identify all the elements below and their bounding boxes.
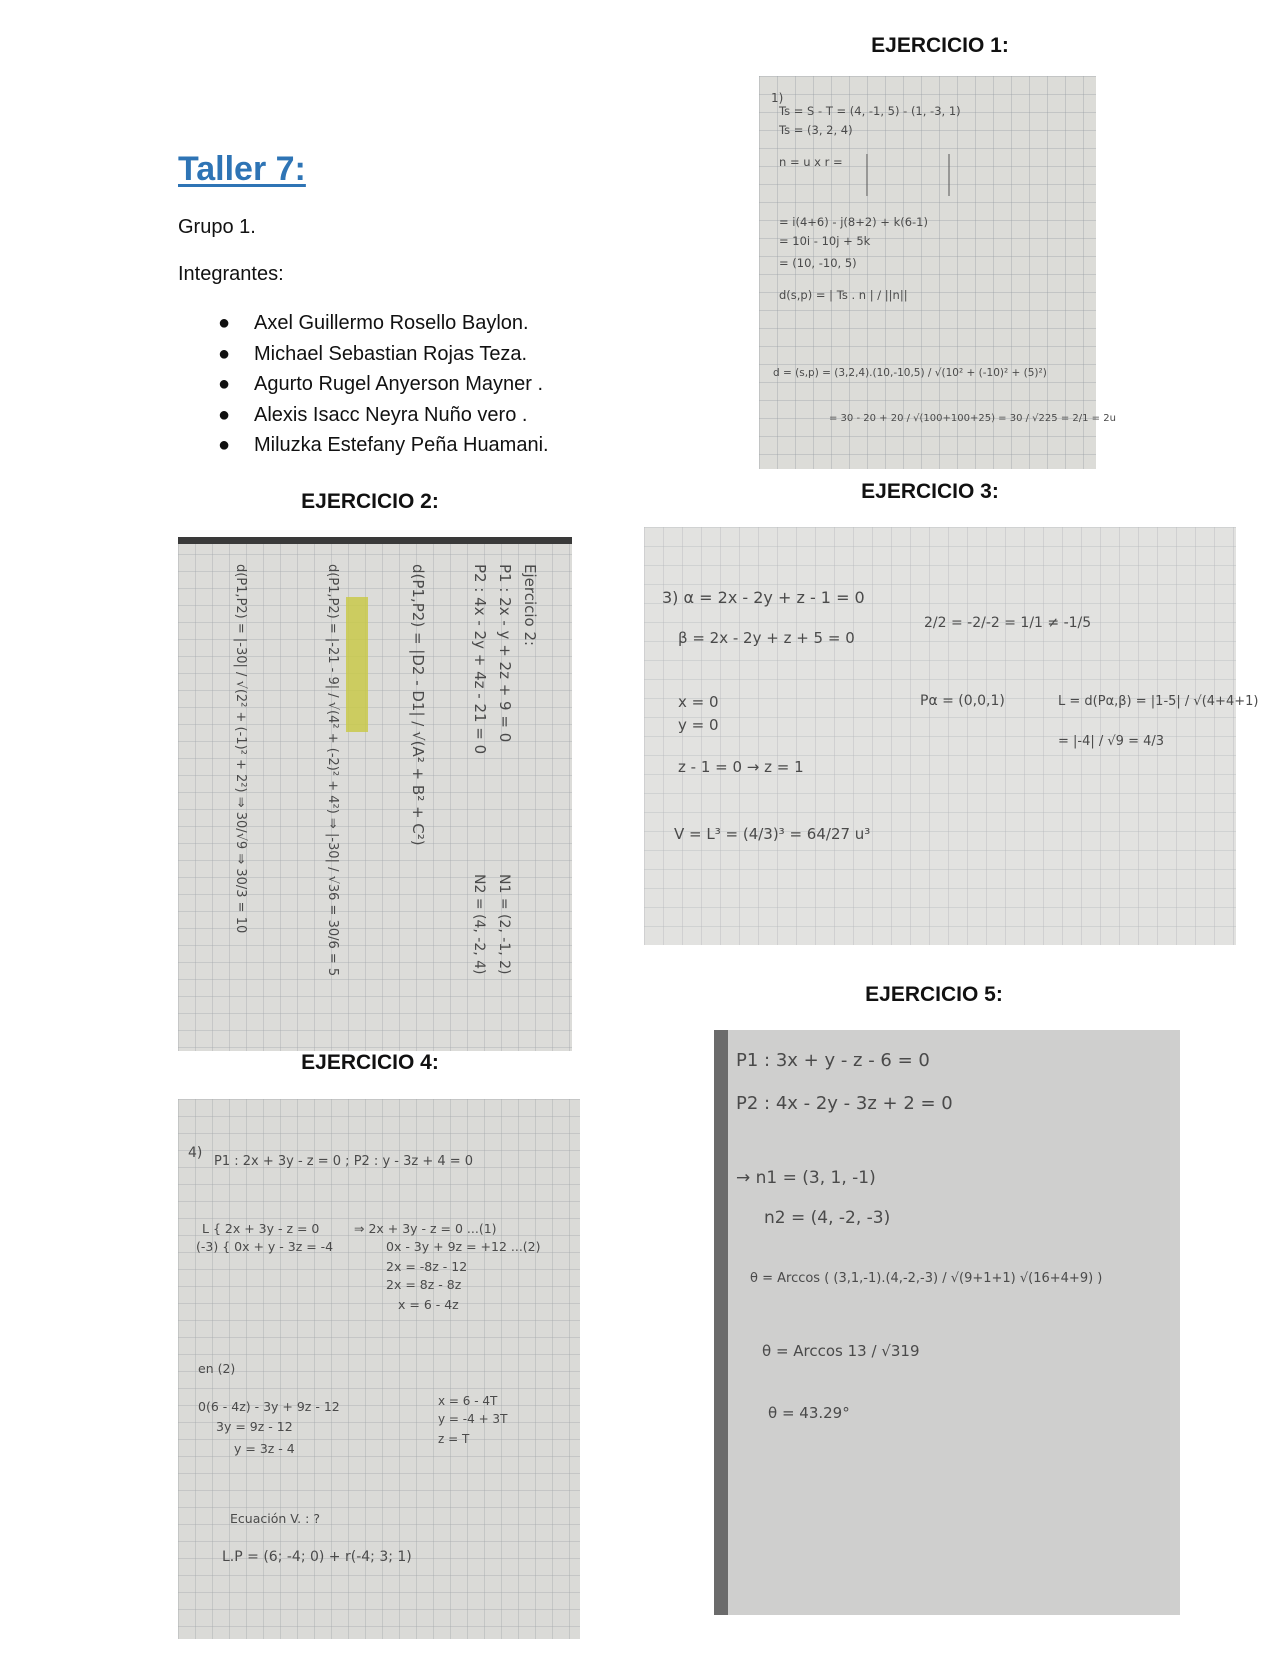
- exercise-5-heading: EJERCICIO 5:: [865, 983, 1003, 1006]
- handwritten-line: N2 = (4, -2, 4): [471, 874, 487, 975]
- handwritten-line: y = 3z - 4: [234, 1441, 295, 1456]
- notebook-spiral: [178, 537, 572, 544]
- bullet-icon: ●: [218, 434, 231, 456]
- handwritten-line: n = u x r =: [779, 155, 843, 169]
- handwritten-line: z - 1 = 0 → z = 1: [678, 758, 804, 776]
- handwritten-line: L = d(Pα,β) = |1-5| / √(4+4+1): [1058, 694, 1259, 709]
- handwritten-line: P1 : 2x - y + 2z + 9 = 0: [496, 564, 514, 743]
- handwritten-line: θ = 43.29°: [768, 1404, 850, 1422]
- highlighter-mark: [346, 597, 368, 732]
- exercise-5-photo: [714, 1030, 1180, 1615]
- handwritten-line: ⇒ 2x + 3y - z = 0 ...(1): [354, 1221, 497, 1236]
- handwritten-line: Ecuación V. : ?: [230, 1511, 320, 1526]
- list-item: ● Miluzka Estefany Peña Huamani.: [178, 430, 678, 461]
- handwritten-line: 3y = 9z - 12: [216, 1419, 293, 1434]
- bullet-icon: ●: [218, 312, 231, 334]
- handwritten-line: y = -4 + 3T: [438, 1412, 508, 1426]
- handwritten-line: d = (s,p) = (3,2,4).(10,-10,5) / √(10² + (-10)² + (5)²): [773, 367, 1047, 379]
- exercise-4-photo: [178, 1099, 580, 1639]
- handwritten-line: d(s,p) = | Ts . n | / ||n||: [779, 288, 908, 302]
- handwritten-line: = (10, -10, 5): [779, 256, 857, 270]
- handwritten-line: (-3) { 0x + y - 3z = -4: [196, 1239, 334, 1254]
- handwritten-line: P1 : 3x + y - z - 6 = 0: [736, 1050, 930, 1071]
- handwritten-line: 2/2 = -2/-2 = 1/1 ≠ -1/5: [924, 615, 1092, 631]
- exercise-2-heading: EJERCICIO 2:: [301, 490, 439, 513]
- members-list: [178, 308, 678, 461]
- bullet-icon: ●: [218, 403, 231, 426]
- handwritten-line: = i(4+6) - j(8+2) + k(6-1): [779, 215, 928, 229]
- handwritten-line: β = 2x - 2y + z + 5 = 0: [678, 629, 855, 647]
- handwritten-line: d(P1,P2) = |-21 - 9| / √(4² + (-2)² + 4²) ⇒ |-30| / √36 = 30/6 = 5: [325, 564, 340, 977]
- list-item: ● Alexis Isacc Neyra Nuño vero .: [178, 400, 678, 431]
- list-item: ● Agurto Rugel Anyerson Mayner .: [178, 369, 678, 400]
- bullet-icon: ●: [218, 342, 231, 365]
- exercise-1-photo: [759, 76, 1116, 469]
- handwritten-line: L.P = (6; -4; 0) + r(-4; 3; 1): [222, 1549, 412, 1565]
- list-item: ● Axel Guillermo Rosello Baylon.: [178, 308, 678, 339]
- handwritten-line: Ts = S - T = (4, -1, 5) - (1, -3, 1): [779, 104, 961, 118]
- handwritten-line: n2 = (4, -2, -3): [764, 1208, 891, 1228]
- handwritten-line: L { 2x + 3y - z = 0: [202, 1221, 320, 1236]
- handwritten-line: d(P1,P2) = |D2 - D1| / √(A² + B² + C²): [409, 564, 427, 846]
- handwritten-line: en (2): [198, 1361, 236, 1376]
- exercise-3-photo: [644, 527, 1259, 945]
- handwritten-line: x = 0: [678, 693, 719, 711]
- handwritten-line: 1): [771, 91, 784, 105]
- handwritten-line: z = T: [438, 1432, 470, 1446]
- bullet-icon: ●: [218, 373, 231, 395]
- list-item: ● Michael Sebastian Rojas Teza.: [178, 339, 678, 370]
- handwritten-line: 3) α = 2x - 2y + z - 1 = 0: [662, 588, 865, 607]
- handwritten-line: = |-4| / √9 = 4/3: [1058, 734, 1165, 749]
- handwritten-line: x = 6 - 4T: [438, 1394, 498, 1408]
- handwritten-line: 2x = 8z - 8z: [386, 1277, 462, 1292]
- handwritten-line: P2 : 4x - 2y + 4z - 21 = 0: [471, 564, 489, 755]
- exercise-3-heading: EJERCICIO 3:: [861, 480, 999, 503]
- handwritten-line: Ejercicio 2:: [521, 564, 539, 647]
- handwritten-line: = 30 - 20 + 20 / √(100+100+25) = 30 / √225 = 2/1 = 2u: [829, 413, 1116, 424]
- group-label: Grupo 1.: [178, 216, 256, 238]
- handwritten-line: Pα = (0,0,1): [920, 693, 1005, 709]
- members-label: Integrantes:: [178, 263, 284, 285]
- page-title: Taller 7:: [178, 150, 306, 188]
- handwritten-line: N1 = (2, -1, 2): [496, 874, 512, 975]
- exercise-4-heading: EJERCICIO 4:: [301, 1051, 439, 1074]
- handwritten-line: Ts = (3, 2, 4): [779, 123, 853, 137]
- handwritten-line: θ = Arccos 13 / √319: [762, 1342, 920, 1360]
- handwritten-line: P2 : 4x - 2y - 3z + 2 = 0: [736, 1093, 953, 1114]
- handwritten-line: = 10i - 10j + 5k: [779, 234, 871, 248]
- handwritten-line: 4): [188, 1145, 203, 1161]
- photo-edge-shadow: [714, 1030, 728, 1615]
- handwritten-line: 0(6 - 4z) - 3y + 9z - 12: [198, 1399, 340, 1414]
- handwritten-line: y = 0: [678, 716, 719, 734]
- handwritten-line: 2x = -8z - 12: [386, 1259, 468, 1274]
- handwritten-line: V = L³ = (4/3)³ = 64/27 u³: [674, 825, 871, 843]
- handwritten-line: d(P1,P2) = |-30| / √(2² + (-1)² + 2²) ⇒ 30/√9 ⇒ 30/3 = 10: [233, 564, 248, 934]
- handwritten-line: P1 : 2x + 3y - z = 0 ; P2 : y - 3z + 4 = 0: [214, 1154, 474, 1169]
- handwritten-line: θ = Arccos ( (3,1,-1).(4,-2,-3) / √(9+1+1) √(16+4+9) ): [750, 1271, 1103, 1286]
- handwritten-line: x = 6 - 4z: [398, 1297, 459, 1312]
- exercise-1-heading: EJERCICIO 1:: [871, 34, 1009, 57]
- exercise-2-photo: [178, 537, 572, 1051]
- handwritten-line: → n1 = (3, 1, -1): [736, 1168, 876, 1188]
- handwritten-line: 0x - 3y + 9z = +12 ...(2): [386, 1239, 541, 1254]
